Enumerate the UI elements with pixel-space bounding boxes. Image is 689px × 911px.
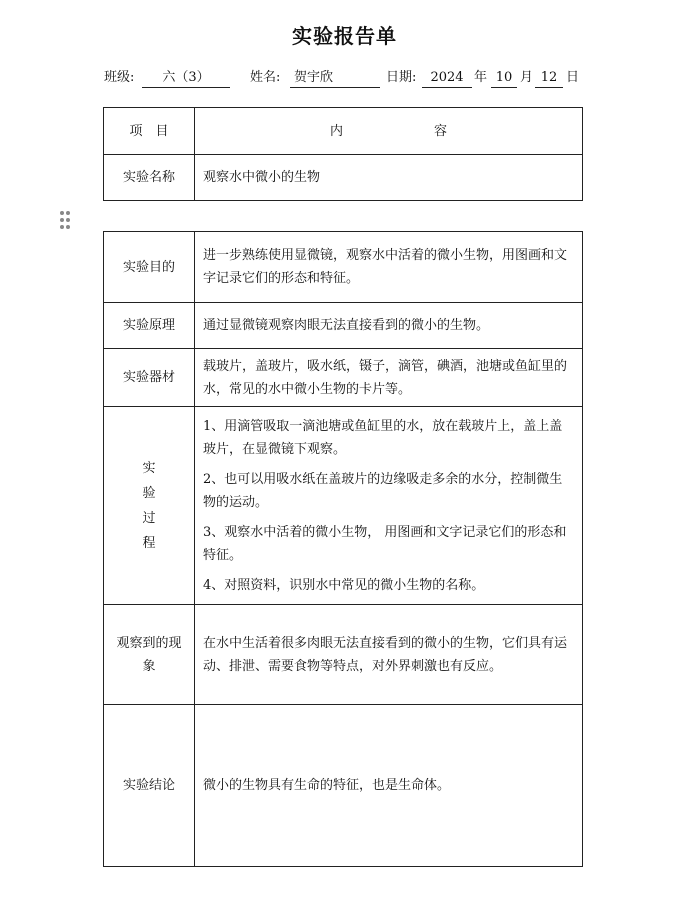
value-principle: 通过显微镜观察肉眼无法直接看到的微小的生物。 (195, 303, 583, 349)
label-process: 实验过程 (142, 460, 156, 551)
year-unit: 年 (474, 70, 488, 85)
value-conclusion: 微小的生物具有生命的特征，也是生命体。 (195, 705, 583, 867)
label-purpose: 实验目的 (104, 232, 195, 303)
process-step: 1、用滴管吸取一滴池塘或鱼缸里的水，放在载玻片上，盖上盖玻片，在显微镜下观察。 (203, 418, 563, 457)
header-table (103, 107, 583, 201)
name-label: 姓名: (250, 70, 281, 85)
header-item: 项 目 (104, 108, 195, 155)
process-step: 4、对照资料，识别水中常见的微小生物的名称。 (203, 577, 485, 593)
drag-handle-icon[interactable] (60, 211, 72, 231)
class-value: 六（3） (142, 69, 230, 88)
day-value: 12 (535, 69, 563, 88)
date-label: 日期: (386, 70, 417, 85)
label-experiment-name: 实验名称 (104, 155, 195, 201)
table-header-row (104, 108, 583, 155)
row-principle (104, 303, 583, 349)
row-equipment (104, 349, 583, 407)
header-content: 内 容 (195, 108, 583, 155)
label-equipment: 实验器材 (104, 349, 195, 407)
row-process (104, 407, 583, 605)
row-experiment-name (104, 155, 583, 201)
value-process (195, 407, 583, 605)
value-phenomenon: 在水中生活着很多肉眼无法直接看到的微小的生物，它们具有运动、排泄、需要食物等特点，对外界刺激也有反应。 (195, 605, 583, 705)
month-unit: 月 (520, 70, 534, 85)
value-experiment-name: 观察水中微小的生物 (195, 155, 583, 201)
process-step: 3、观察水中活着的微小生物， 用图画和文字记录它们的形态和特征。 (203, 524, 567, 563)
row-phenomenon (104, 605, 583, 705)
info-line (104, 69, 584, 91)
label-principle: 实验原理 (104, 303, 195, 349)
day-unit: 日 (566, 70, 580, 85)
value-purpose: 进一步熟练使用显微镜，观察水中活着的微小生物，用图画和文字记录它们的形态和特征。 (195, 232, 583, 303)
label-phenomenon: 观察到的现象 (104, 605, 195, 705)
process-step: 2、也可以用吸水纸在盖玻片的边缘吸走多余的水分，控制微生物的运动。 (203, 471, 563, 510)
label-conclusion: 实验结论 (104, 705, 195, 867)
name-value: 贺宇欣 (290, 69, 380, 88)
report-table (103, 231, 583, 867)
year-value: 2024 (422, 69, 472, 88)
report-title: 实验报告单 (292, 24, 397, 48)
month-value: 10 (491, 69, 517, 88)
class-label: 班级: (104, 70, 135, 85)
row-purpose (104, 232, 583, 303)
row-conclusion (104, 705, 583, 867)
value-equipment: 载玻片，盖玻片，吸水纸，镊子，滴管，碘酒，池塘或鱼缸里的水，常见的水中微小生物的卡片等。 (195, 349, 583, 407)
